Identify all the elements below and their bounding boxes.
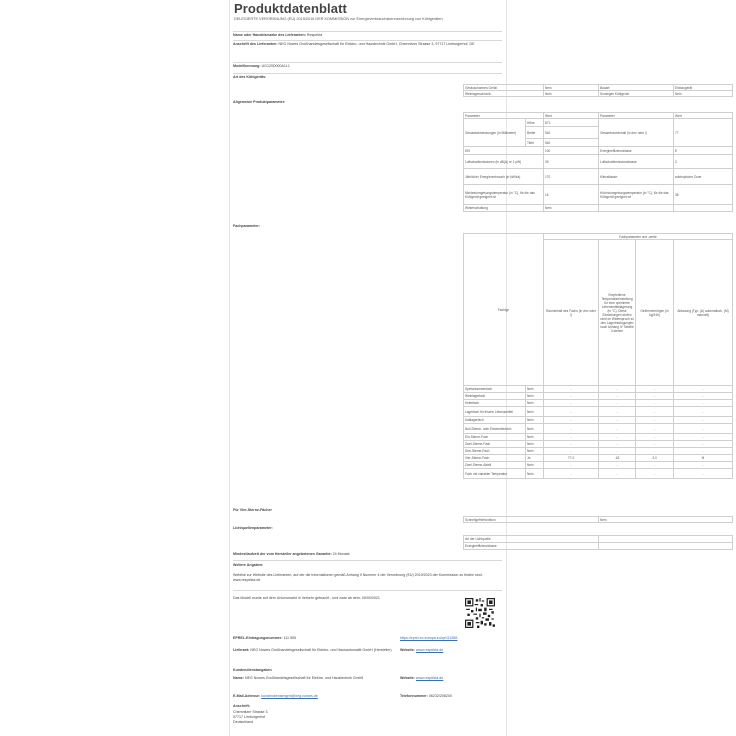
qr-code	[465, 598, 495, 628]
regulation-subtitle: DELEGIERTE VERORDNUNG (EU) 2019/2016 DER KOMMISSION zur Energieverbrauchskennzeichnung von Kühlgeräten	[234, 17, 443, 21]
light-source-heading: Lichtquellenparameter:	[233, 526, 273, 530]
general-parameters-table: Parameter Wert Parameter Wert Gesamtabmessungen (in Millimeter) Höhe 871 Gesamtrauminhalt (in dm³ oder l) 77 Breite 540 Tiefe 540 EEI 100 Energieeffizienzklasse E Luftschallemissionen (in dB(A) re 1 pW) 39 Luftschallemissionsklasse C Jährlicher Energieverbrauch (in kWh/a) 170 Klimaklasse: subtropische Zone Mindestumgebungstemperatur (in °C), für die das Kühlgerät geeignet ist 16 Höchstumgebungstemperatur (in °C), für die das Kühlgerät geeignet ist 38 Winterschaltung Nein	[463, 112, 733, 212]
service-name-row: Name: NEG Nowes Großhandelsgesellschaft für Elektro- und Haustechnik GmbH	[233, 676, 364, 680]
supplier-address-row: Anschrift des Lieferanten: NEG Nowes Großhandelsgesellschaft für Elektro- und Haustechnik GmbH, Chemnitzer Strasse 3, 97717 Limburgerhof, DE	[233, 42, 475, 46]
address-line-2: 97717 Limburgerhof	[233, 715, 266, 719]
compartment-row: Speisekammerfach Nein - - - -	[464, 386, 733, 393]
eprel-row: EPREL-Eintragungsnummer: 111 555	[233, 636, 296, 640]
compartment-row: Null-Sterne- oder Eisbereiterfach Nein - - - -	[464, 424, 733, 434]
compartment-row: Lagerfach für frische Lebensmittel Nein - - - -	[464, 407, 733, 417]
compartment-row: Drei-Sterne-Fach Nein - - - -	[464, 448, 733, 455]
further-info-text: Weblink zur Website des Lieferanten, auf der die Informationen gemäß Anhang II Nummer 4 der Verordnung (EU) 2019/2023 der Kommission zu finden sind: www.respekta.de	[233, 573, 483, 582]
address-label: Anschrift:	[233, 704, 250, 708]
further-info-heading: Weitere Angaben:	[233, 563, 264, 567]
compartment-row: Zwei-Sterne-Fach Nein - - - -	[464, 441, 733, 448]
compartment-row: Zwei-Sterne-Abteil Nein - - - -	[464, 462, 733, 469]
supplier-name-row: Name oder Handelsmarke des Lieferanten: Respekta	[233, 33, 323, 37]
compartment-row: Ein-Sterne-Fach Nein - - - -	[464, 434, 733, 441]
device-type-heading: Art des Kühlgeräts:	[233, 75, 267, 79]
service-website-row: Website: www.respekta.de	[400, 676, 444, 680]
compartment-parameters-heading: Fachparameter:	[233, 224, 260, 228]
address-line-3: Deutschland	[233, 720, 253, 724]
compartment-row: Vier-Sterne-Fach Ja 77,0 -18 3,0 M	[464, 455, 733, 462]
service-website-link[interactable]: www.respekta.de	[415, 676, 444, 680]
four-star-heading: Für Vier-Sterne-Fächer	[233, 508, 272, 512]
light-source-table: Art der Lichtquelle Energieeffizienzklasse	[463, 535, 733, 550]
address-line-1: Chemnitzer Strasse 3	[233, 710, 268, 714]
device-type-table: Geräuscharmes Gerät: Nein Bauart: Einbaugerät Weinlagerschrank: Nein Sonstiges Kühlgerät: Nein	[463, 84, 733, 97]
page-title: Produktdatenblatt	[234, 1, 347, 16]
warranty-row: Mindestlaufzeit der vom Hersteller angebotenen Garantie: 24 Monate	[233, 552, 350, 556]
customer-service-heading: Kundendienstangaben	[233, 668, 272, 672]
compartment-row: Fach mit variabler Temperatur Nein - - - -	[464, 469, 733, 479]
compartment-row: Kellerfach Nein - - - -	[464, 400, 733, 407]
compartment-row: Kaltlagerfach Nein - - - -	[464, 417, 733, 424]
supplier-row: Lieferant: NEG Nowes Großhandelsgesellschaft für Elektro- und Hausautomatik GmbH (Hersteller)	[233, 648, 392, 652]
market-date-text: Das Modell wurde auf dem Unionsmarkt in Verkehr gebracht - und zwar ab dem: 00/00/2021	[233, 596, 380, 600]
email-row: E-Mail-Adresse: kundendienstmgmt@neg-nowes.de	[233, 694, 318, 698]
website-row: Website: www.respekta.de	[400, 648, 444, 652]
fast-freeze-table: Schnellgefrierfunktion Nein	[463, 516, 733, 523]
compartment-row: Weinlagerfach Nein - - - -	[464, 393, 733, 400]
phone-row: Telefonnummer: 06232/208200	[400, 694, 452, 698]
eprel-link[interactable]: https://eprel.ec.europa.eu/qr/111555	[400, 636, 458, 640]
general-parameters-heading: Allgemeine Produktparameter:	[233, 100, 286, 104]
email-link[interactable]: kundendienstmgmt@neg-nowes.de	[261, 694, 318, 698]
model-row: Modellkennung: UG120D000A1L1	[233, 64, 290, 68]
website-link[interactable]: www.respekta.de	[415, 648, 444, 652]
compartment-table: Fachtyp Fachparameter und -werte Rauminhalt des Fachs (in dm³ oder l) Empfohlene Temperatureinstellung für eine optimierte Lebensmittellagerung (in °C). Diese Einstellungen dürfen nicht im Widerspruch zu den Lagerbedingungen nach Anhang IV Tabelle 3 stehen Gefriervermögen (in kg/24h) Abtauung (Typ: (A) automatisch, (M) manuell) Speisekammerfach Nein - - - - Weinlagerfach Nein - - - - Kellerfach Nein - - - - Lagerfach für frische Lebensmittel Nein - - - - Kaltlagerfach Nein - - - - Null-Sterne- oder Eisbereiterfach Nein - - - - Ein-Sterne-Fach Nein - - - - Zwei-Sterne-Fach Nein - - - - Drei-Sterne-Fach Nein - - - - Vier-Sterne-Fach Ja 77,0 -18 3,0 M Zwei-Sterne-Abteil Nein - - - - Fach mit variabler Temperatur Nein - - - -	[463, 233, 733, 479]
